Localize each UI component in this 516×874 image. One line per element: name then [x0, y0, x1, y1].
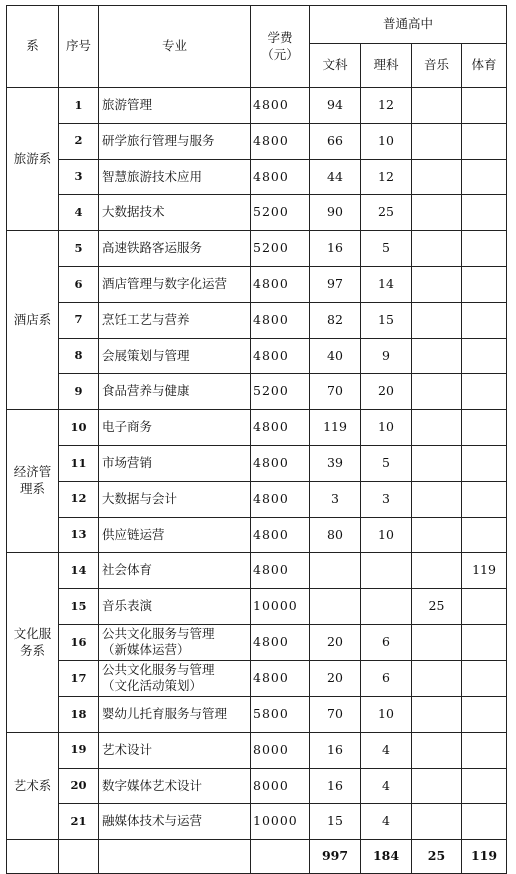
- quota-ti: [462, 123, 507, 159]
- quota-ti: [462, 88, 507, 124]
- serial-number: 13: [59, 517, 99, 553]
- quota-yin: [412, 804, 462, 840]
- department-label: 旅游系: [13, 150, 52, 166]
- totals-row: [7, 840, 507, 874]
- quota-ti: [462, 624, 507, 660]
- totals-empty-dept: [7, 840, 59, 874]
- major-name-line: 市场营销: [102, 454, 153, 470]
- table-row: [7, 266, 507, 302]
- totals-empty-major: [99, 840, 251, 874]
- major-name-line: 社会体育: [102, 562, 153, 578]
- quota-yin: [412, 481, 462, 517]
- tuition-fee: 4800: [251, 159, 310, 195]
- quota-wen: [310, 553, 361, 589]
- quota-ti: [462, 410, 507, 446]
- quota-li: 12: [361, 159, 412, 195]
- quota-yin: [412, 302, 462, 338]
- quota-ti: [462, 231, 507, 267]
- major-name: [99, 88, 251, 124]
- enrollment-plan-table: [6, 5, 507, 874]
- table-row: [7, 159, 507, 195]
- department-cell: [7, 231, 59, 410]
- major-name-line: 智慧旅游技术应用: [102, 168, 203, 184]
- serial-number: 15: [59, 589, 99, 625]
- tuition-fee: 4800: [251, 302, 310, 338]
- quota-ti: [462, 660, 507, 696]
- department-cell: [7, 553, 59, 732]
- quota-li: 6: [361, 624, 412, 660]
- major-name: [99, 624, 251, 660]
- tuition-fee: 4800: [251, 266, 310, 302]
- table-row: [7, 553, 507, 589]
- major-name: [99, 159, 251, 195]
- major-name: [99, 195, 251, 231]
- total-wen: 997: [310, 840, 361, 874]
- quota-wen: 16: [310, 231, 361, 267]
- serial-number: 16: [59, 624, 99, 660]
- quota-yin: [412, 517, 462, 553]
- department-label: 经济管: [13, 464, 52, 480]
- serial-number: 18: [59, 696, 99, 732]
- header-col-ti: 体育: [462, 44, 507, 88]
- quota-li: 9: [361, 338, 412, 374]
- quota-wen: 3: [310, 481, 361, 517]
- quota-ti: [462, 266, 507, 302]
- tuition-fee: 4800: [251, 624, 310, 660]
- tuition-fee: 4800: [251, 338, 310, 374]
- serial-number: 2: [59, 123, 99, 159]
- quota-wen: 20: [310, 624, 361, 660]
- tuition-fee: 5200: [251, 231, 310, 267]
- quota-wen: 15: [310, 804, 361, 840]
- tuition-fee: 8000: [251, 768, 310, 804]
- major-name: [99, 338, 251, 374]
- quota-ti: [462, 159, 507, 195]
- quota-yin: [412, 88, 462, 124]
- tuition-fee: 5800: [251, 696, 310, 732]
- quota-li: 5: [361, 445, 412, 481]
- major-name-line: 音乐表演: [102, 598, 153, 614]
- table-row: [7, 410, 507, 446]
- tuition-fee: 4800: [251, 660, 310, 696]
- header-fee-line1: 学费: [267, 29, 293, 45]
- quota-li: 10: [361, 517, 412, 553]
- major-name-line: 电子商务: [102, 419, 153, 435]
- quota-wen: 16: [310, 732, 361, 768]
- quota-ti: [462, 302, 507, 338]
- quota-yin: [412, 553, 462, 589]
- totals-empty-no: [59, 840, 99, 874]
- tuition-fee: 5200: [251, 374, 310, 410]
- quota-li: 10: [361, 123, 412, 159]
- serial-number: 9: [59, 374, 99, 410]
- major-name: [99, 123, 251, 159]
- major-name-line: 婴幼儿托育服务与管理: [102, 705, 228, 721]
- serial-number: 20: [59, 768, 99, 804]
- header-major: 专业: [99, 6, 251, 88]
- major-name-line: 酒店管理与数字化运营: [102, 275, 228, 291]
- quota-ti: [462, 804, 507, 840]
- major-name-line: 会展策划与管理: [102, 347, 190, 363]
- major-name: [99, 374, 251, 410]
- quota-yin: [412, 266, 462, 302]
- quota-ti: [462, 517, 507, 553]
- serial-number: 21: [59, 804, 99, 840]
- quota-wen: 70: [310, 374, 361, 410]
- quota-ti: [462, 481, 507, 517]
- quota-li: 10: [361, 696, 412, 732]
- quota-ti: [462, 589, 507, 625]
- quota-wen: 66: [310, 123, 361, 159]
- major-name-line: 研学旅行管理与服务: [102, 132, 215, 148]
- header-col-wen: 文科: [310, 44, 361, 88]
- quota-yin: [412, 231, 462, 267]
- tuition-fee: 4800: [251, 481, 310, 517]
- serial-number: 3: [59, 159, 99, 195]
- department-label: 理系: [19, 481, 45, 497]
- quota-wen: [310, 589, 361, 625]
- quota-li: 4: [361, 804, 412, 840]
- major-name-line: 艺术设计: [102, 741, 153, 757]
- major-name: [99, 553, 251, 589]
- tuition-fee: 5200: [251, 195, 310, 231]
- table-row: [7, 624, 507, 660]
- major-name: [99, 517, 251, 553]
- quota-li: [361, 589, 412, 625]
- quota-yin: [412, 624, 462, 660]
- header-col-yin: 音乐: [412, 44, 462, 88]
- totals-empty-fee: [251, 840, 310, 874]
- quota-wen: 94: [310, 88, 361, 124]
- header-dept: 系: [7, 6, 59, 88]
- major-name-line: 食品营养与健康: [102, 383, 190, 399]
- quota-yin: [412, 768, 462, 804]
- quota-wen: 119: [310, 410, 361, 446]
- quota-yin: [412, 410, 462, 446]
- major-name: [99, 445, 251, 481]
- tuition-fee: 10000: [251, 804, 310, 840]
- table-row: [7, 481, 507, 517]
- major-name: [99, 732, 251, 768]
- quota-li: 4: [361, 768, 412, 804]
- quota-ti: [462, 768, 507, 804]
- quota-yin: [412, 660, 462, 696]
- major-name-line: 供应链运营: [102, 526, 165, 542]
- quota-li: [361, 553, 412, 589]
- quota-wen: 97: [310, 266, 361, 302]
- quota-li: 20: [361, 374, 412, 410]
- major-name-line: 公共文化服务与管理: [102, 661, 215, 677]
- major-name: [99, 660, 251, 696]
- header-row-1: [7, 6, 507, 44]
- quota-wen: 90: [310, 195, 361, 231]
- major-name: [99, 696, 251, 732]
- tuition-fee: 4800: [251, 553, 310, 589]
- major-name-line: 旅游管理: [102, 96, 153, 112]
- tuition-fee: 4800: [251, 88, 310, 124]
- major-name-line: 数字媒体艺术设计: [102, 777, 203, 793]
- quota-yin: [412, 123, 462, 159]
- department-cell: [7, 732, 59, 839]
- department-label: 文化服: [13, 625, 52, 641]
- quota-yin: [412, 338, 462, 374]
- major-name: [99, 804, 251, 840]
- department-label: 酒店系: [13, 311, 52, 327]
- quota-li: 25: [361, 195, 412, 231]
- major-name: [99, 266, 251, 302]
- quota-wen: 82: [310, 302, 361, 338]
- header-no: 序号: [59, 6, 99, 88]
- serial-number: 8: [59, 338, 99, 374]
- quota-yin: [412, 696, 462, 732]
- major-name: [99, 589, 251, 625]
- serial-number: 12: [59, 481, 99, 517]
- header-fee-line2: （元）: [261, 46, 299, 62]
- quota-li: 14: [361, 266, 412, 302]
- quota-wen: 16: [310, 768, 361, 804]
- quota-ti: [462, 374, 507, 410]
- quota-yin: [412, 159, 462, 195]
- table-row: [7, 374, 507, 410]
- major-name: [99, 768, 251, 804]
- table-row: [7, 696, 507, 732]
- quota-li: 6: [361, 660, 412, 696]
- header-col-li: 理科: [361, 44, 412, 88]
- quota-yin: [412, 445, 462, 481]
- table-row: [7, 123, 507, 159]
- header-fee: [251, 6, 310, 88]
- major-name-line: 融媒体技术与运营: [102, 813, 203, 829]
- quota-yin: [412, 374, 462, 410]
- department-cell: [7, 88, 59, 231]
- department-label: 务系: [19, 642, 45, 658]
- tuition-fee: 4800: [251, 123, 310, 159]
- serial-number: 4: [59, 195, 99, 231]
- serial-number: 6: [59, 266, 99, 302]
- quota-wen: 20: [310, 660, 361, 696]
- major-name-line: 高速铁路客运服务: [102, 240, 203, 256]
- quota-li: 4: [361, 732, 412, 768]
- tuition-fee: 4800: [251, 445, 310, 481]
- serial-number: 19: [59, 732, 99, 768]
- quota-yin: [412, 195, 462, 231]
- table-row: [7, 302, 507, 338]
- table-row: [7, 517, 507, 553]
- quota-wen: 40: [310, 338, 361, 374]
- tuition-fee: 8000: [251, 732, 310, 768]
- tuition-fee: 4800: [251, 517, 310, 553]
- table-row: [7, 804, 507, 840]
- table-row: [7, 88, 507, 124]
- total-li: 184: [361, 840, 412, 874]
- table-row: [7, 338, 507, 374]
- quota-li: 10: [361, 410, 412, 446]
- major-name-line: 大数据技术: [102, 204, 165, 220]
- major-name-line: 烹饪工艺与营养: [102, 311, 190, 327]
- major-name: [99, 302, 251, 338]
- quota-li: 12: [361, 88, 412, 124]
- table-row: [7, 589, 507, 625]
- total-yin: 25: [412, 840, 462, 874]
- quota-li: 3: [361, 481, 412, 517]
- quota-ti: [462, 195, 507, 231]
- serial-number: 17: [59, 660, 99, 696]
- major-name: [99, 231, 251, 267]
- major-name: [99, 481, 251, 517]
- quota-ti: [462, 696, 507, 732]
- serial-number: 11: [59, 445, 99, 481]
- department-cell: [7, 410, 59, 553]
- tuition-fee: 4800: [251, 410, 310, 446]
- header-group: 普通高中: [310, 6, 507, 44]
- table-row: [7, 195, 507, 231]
- serial-number: 7: [59, 302, 99, 338]
- quota-yin: 25: [412, 589, 462, 625]
- quota-wen: 39: [310, 445, 361, 481]
- table-row: [7, 660, 507, 696]
- table-row: [7, 768, 507, 804]
- major-name-line: 大数据与会计: [102, 490, 178, 506]
- quota-ti: 119: [462, 553, 507, 589]
- quota-li: 5: [361, 231, 412, 267]
- quota-ti: [462, 338, 507, 374]
- serial-number: 14: [59, 553, 99, 589]
- quota-wen: 70: [310, 696, 361, 732]
- quota-yin: [412, 732, 462, 768]
- quota-li: 15: [361, 302, 412, 338]
- major-name: [99, 410, 251, 446]
- quota-wen: 44: [310, 159, 361, 195]
- table-row: [7, 231, 507, 267]
- table-row: [7, 732, 507, 768]
- major-name-line: （文化活动策划）: [102, 678, 203, 694]
- serial-number: 1: [59, 88, 99, 124]
- quota-ti: [462, 732, 507, 768]
- serial-number: 5: [59, 231, 99, 267]
- serial-number: 10: [59, 410, 99, 446]
- table-row: [7, 445, 507, 481]
- department-label: 艺术系: [13, 777, 52, 793]
- major-name-line: （新媒体运营）: [102, 642, 190, 658]
- enrollment-plan-sheet: [6, 5, 507, 874]
- quota-ti: [462, 445, 507, 481]
- quota-wen: 80: [310, 517, 361, 553]
- major-name-line: 公共文化服务与管理: [102, 625, 215, 641]
- tuition-fee: 10000: [251, 589, 310, 625]
- total-ti: 119: [462, 840, 507, 874]
